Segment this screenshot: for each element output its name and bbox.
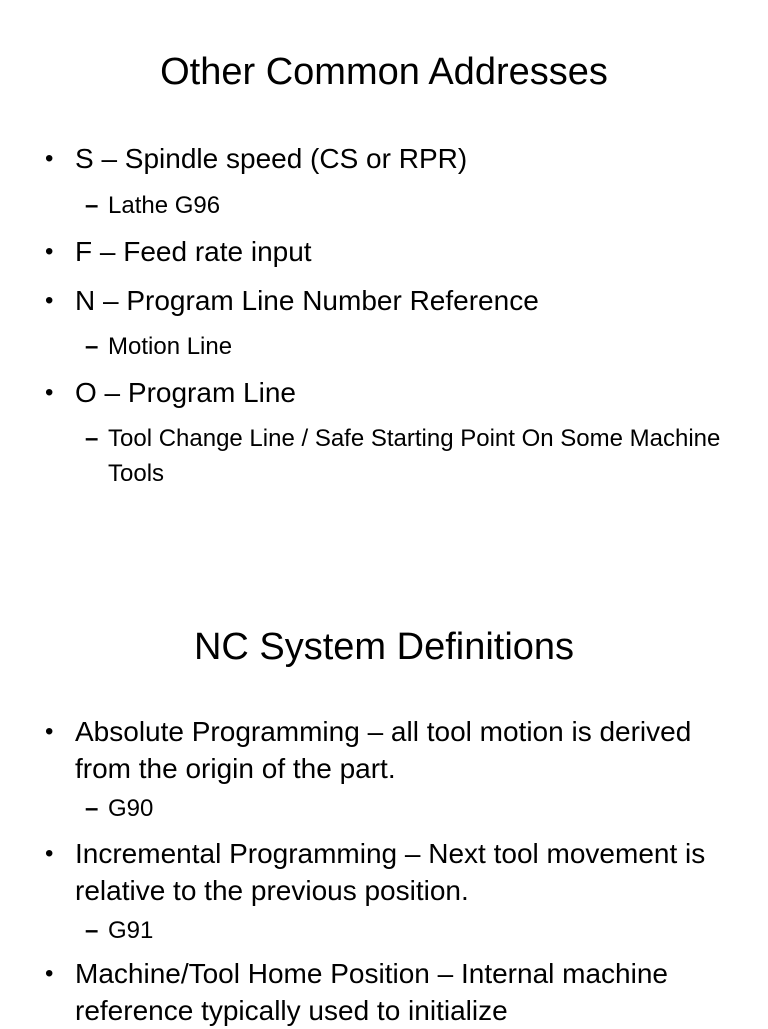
sub-bullet-item: – Motion Line: [108, 329, 728, 364]
sub-bullet-item: – G91: [108, 913, 728, 948]
sub-bullet-item: – Tool Change Line / Safe Starting Point On Some Machine Tools: [108, 421, 728, 491]
bullet-item: • S – Spindle speed (CS or RPR): [75, 140, 735, 177]
slide-nc-system-definitions: [0, 600, 768, 1024]
slide-title: Other Common Addresses: [160, 51, 608, 93]
bullet-item: • N – Program Line Number Reference: [75, 282, 735, 319]
bullet-item: • O – Program Line: [75, 374, 735, 411]
sub-bullet-item: – Lathe G96: [108, 188, 728, 223]
bullet-item: • Incremental Programming – Next tool movement is relative to the previous position.: [75, 835, 735, 909]
sub-bullet-item: – G90: [108, 791, 728, 826]
bullet-item: • Machine/Tool Home Position – Internal machine reference typically used to initialize: [75, 955, 735, 1029]
bullet-item: • F – Feed rate input: [75, 233, 735, 270]
slide-title: NC System Definitions: [193, 626, 575, 668]
bullet-item: • Absolute Programming – all tool motion is derived from the origin of the part.: [75, 713, 735, 787]
